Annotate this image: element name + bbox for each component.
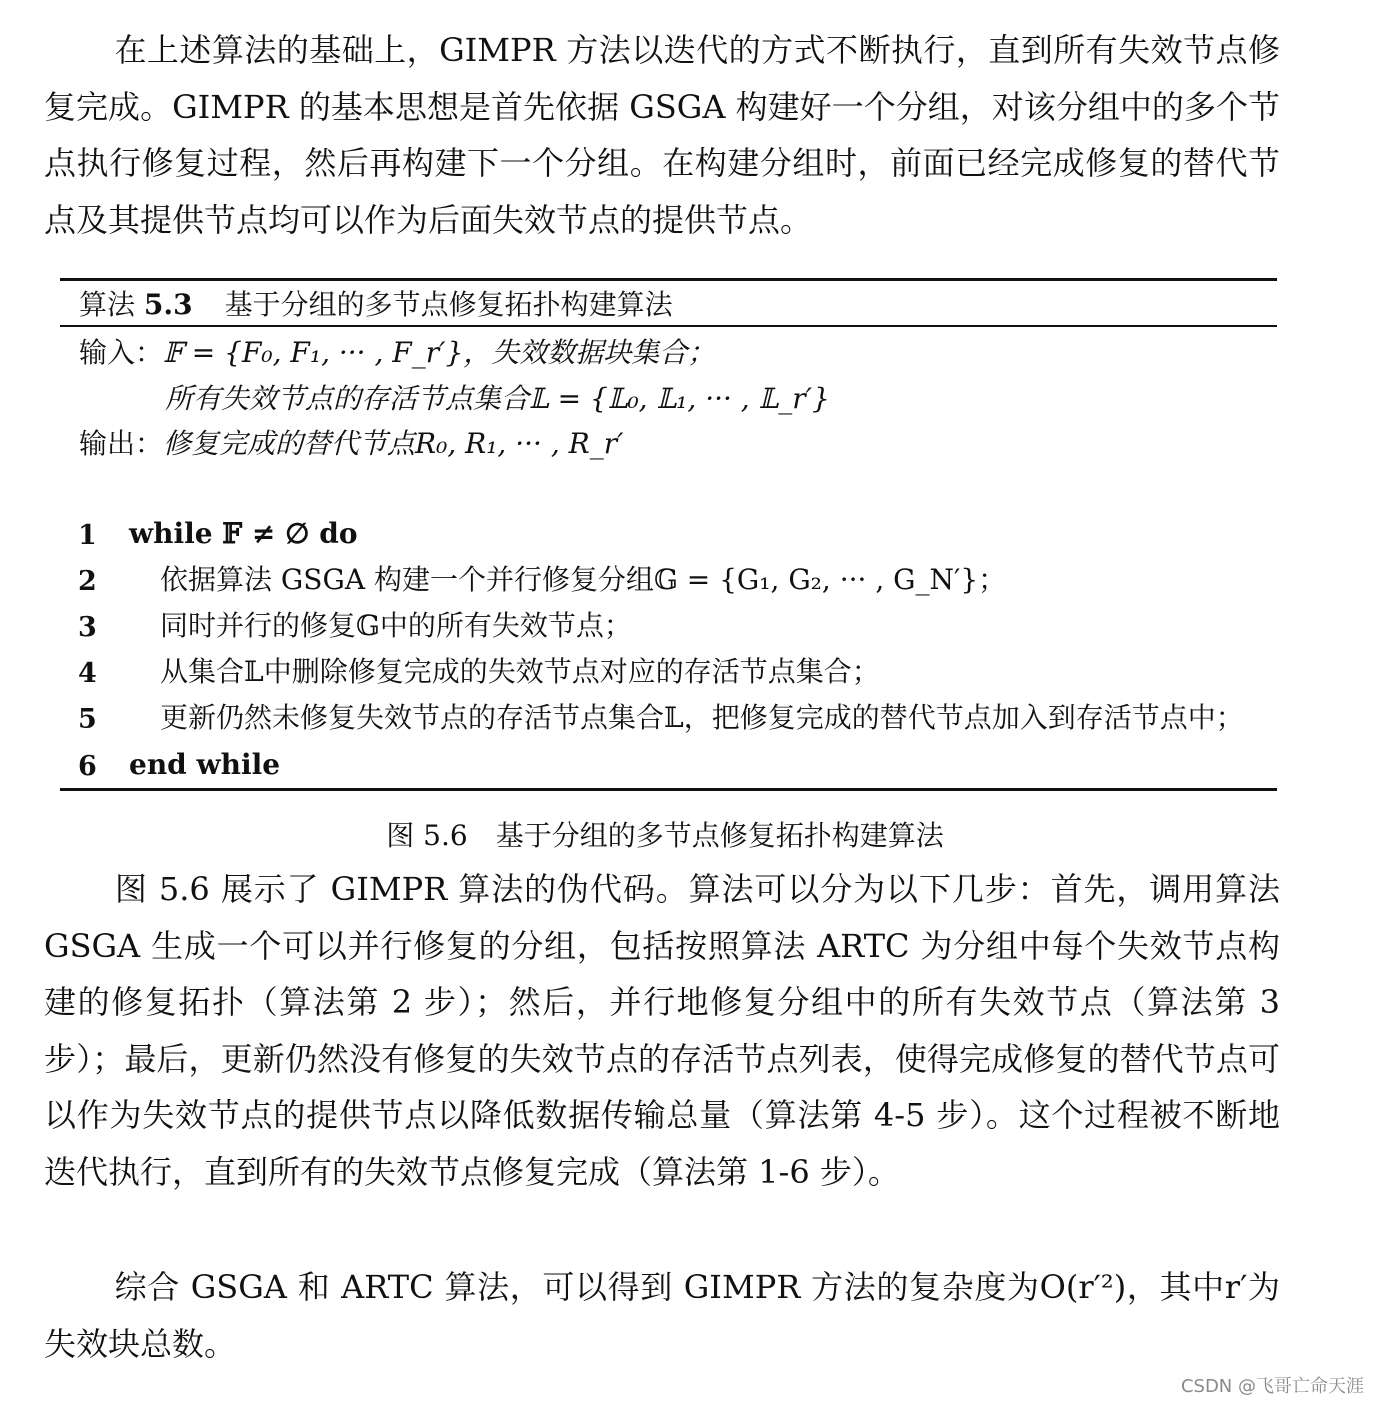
intro-paragraph: 在上述算法的基础上，GIMPR 方法以迭代的方式不断执行，直到所有失效节点修复完成。GIMPR 的基本思想是首先依据 GSGA 构建好一个分组，对该分组中的多个节点执行修复过程，然后再构建下一个分组。在构建分组时，前面已经完成修复的替代节点及其提供节点均可以作为后面失效节点的提供节点。 [44, 31, 1280, 239]
step-text: while 𝔽 ≠ ∅ do [129, 517, 358, 550]
step-text: end while [129, 748, 281, 781]
step-number: 3 [78, 612, 97, 643]
step-text: 依据算法 GSGA 构建一个并行修复分组𝔾 = {G₁, G₂, ··· , G_N′}； [160, 563, 1007, 596]
step-number: 2 [78, 566, 97, 597]
step-number: 1 [78, 520, 97, 551]
algorithm-bottom-rule [60, 788, 1277, 791]
step-number: 6 [78, 751, 97, 782]
step-number: 5 [78, 704, 97, 735]
step-text: 更新仍然未修复失效节点的存活节点集合𝕃，把修复完成的替代节点加入到存活节点中； [160, 701, 1244, 734]
algorithm-input: 输入：𝔽 = {F₀, F₁, ··· , F_r′}，失效数据块集合； [79, 336, 716, 369]
algorithm-header-rule [60, 325, 1277, 327]
csdn-watermark: CSDN @飞哥亡命天涯 [1180, 1376, 1364, 1397]
algorithm-title: 算法 5.3 基于分组的多节点修复拓扑构建算法 [79, 288, 673, 321]
step-text: 同时并行的修复𝔾中的所有失效节点； [160, 609, 632, 642]
step-number: 4 [78, 658, 97, 689]
figure-caption: 图 5.6 基于分组的多节点修复拓扑构建算法 [386, 819, 944, 852]
explanation-paragraph: 图 5.6 展示了 GIMPR 算法的伪代码。算法可以分为以下几步：首先，调用算法 GSGA 生成一个可以并行修复的分组，包括按照算法 ARTC 为分组中每个失效节点构建的修复拓扑（算法第 2 步）；然后，并行地修复分组中的所有失效节点（算法第 3 步）；最后，更新仍然没有修复的失效节点的存活节点列表，使得完成修复的替代节点可以作为失效节点的提供节点以降低数据传输总量（算法第 4-5 步）。这个过程被不断地迭代执行，直到所有的失效节点修复完成（算法第 1-6 步）。 [44, 870, 1280, 1191]
algorithm-top-rule [60, 278, 1277, 281]
complexity-paragraph: 综合 GSGA 和 ARTC 算法，可以得到 GIMPR 方法的复杂度为O(r′²)，其中r′为失效块总数。 [44, 1268, 1280, 1363]
algorithm-output: 输出：修复完成的替代节点R₀, R₁, ··· , R_r′ [79, 427, 624, 460]
step-text: 从集合𝕃中删除修复完成的失效节点对应的存活节点集合； [160, 655, 880, 688]
algorithm-input-line2: 所有失效节点的存活节点集合𝕃 = {𝕃₀, 𝕃₁, ··· , 𝕃_r′} [165, 382, 830, 415]
